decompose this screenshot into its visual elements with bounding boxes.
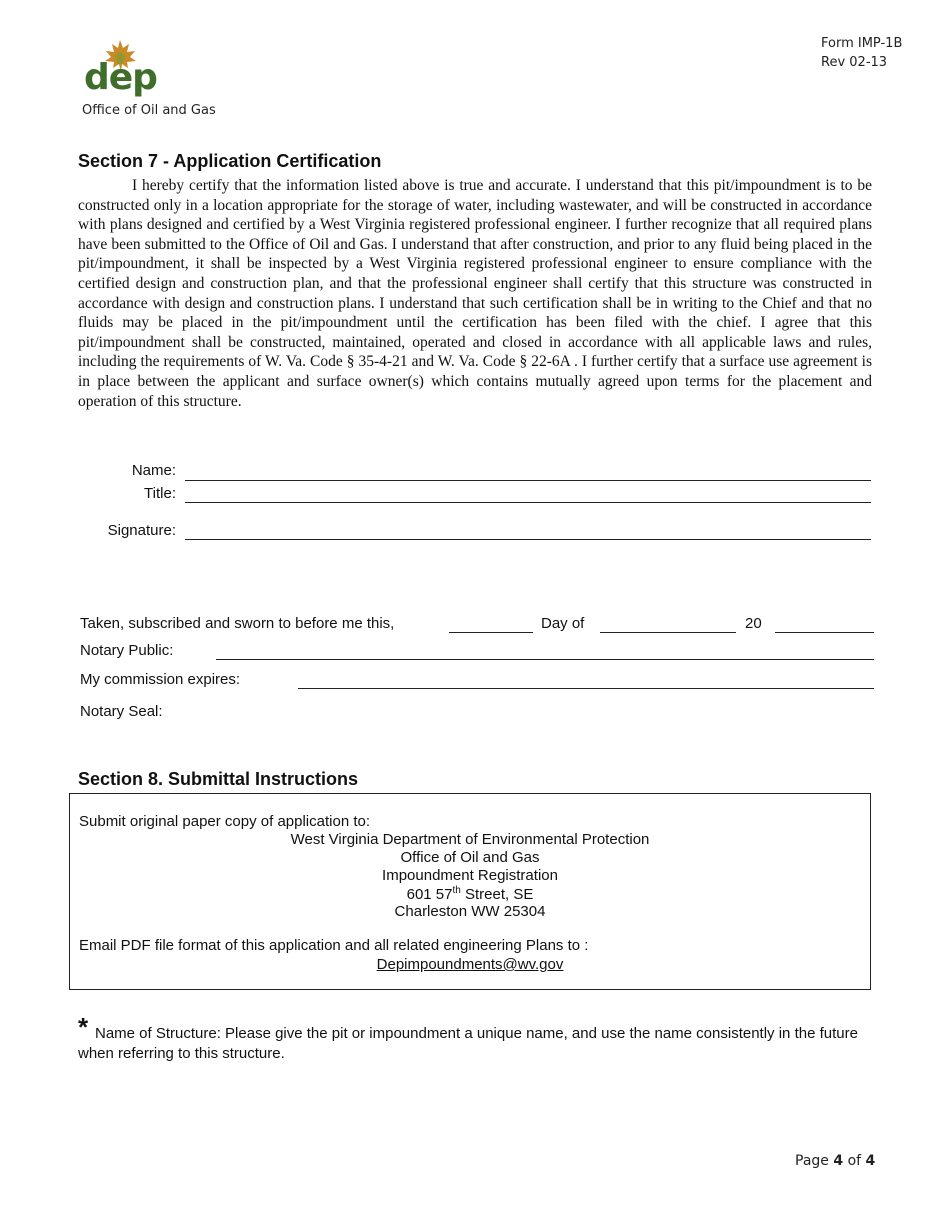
section-8-title: Section 8. Submittal Instructions (78, 769, 359, 789)
sworn-year-field[interactable] (775, 632, 874, 633)
form-id: Form IMP-1B (821, 36, 903, 51)
signature-label: Signature: (107, 522, 176, 539)
structure-name-note: Name of Structure: Please give the pit or impoundment a unique name, and use the name consistently in the future when referring to this structure. (78, 1025, 858, 1062)
sworn-label: Taken, subscribed and sworn to before me this, (80, 615, 395, 632)
form-identifier (821, 34, 902, 72)
asterisk-icon: * (78, 1012, 89, 1042)
name-field[interactable] (185, 480, 871, 481)
section-7-title: Section 7 - Application Certification (78, 151, 382, 171)
notary-seal-label: Notary Seal: (80, 703, 163, 720)
signature-field[interactable] (185, 539, 871, 540)
name-label: Name: (131, 462, 176, 479)
title-field[interactable] (185, 502, 871, 503)
dep-logo (84, 38, 160, 98)
city-line: Charleston WW 25304 (394, 903, 546, 920)
certification-paragraph: I hereby certify that the information listed above is true and accurate. I understand that this pit/impoundment is to be constructed only in a location appropriate for the storage of water, including wastewater, and will be constructed in accordance with plans designed and certified by a West Virginia registered professional engineer. I further recognize that all required plans have been submitted to the Office of Oil and Gas. I understand that after construction, and prior to any fluid being placed in the pit/impoundment, it shall be inspected by a West Virginia registered professional engineer to ensure compliance with the certified design and construction plan, and that the professional engineer shall certify that this structure was constructed in accordance with design and construction plans. I understand that such certification shall be in writing to the Chief and that no fluids may be placed in the pit/impoundment until the certification has been filed with the chief. I agree that this pit/impoundment shall be constructed, maintained, operated and closed in accordance with all applicable laws and rules, including the requirements of W. Va. Code § 35-4-21 and W. Va. Code § 22-6A . I further certify that a surface use agreement is in place between the applicant and surface owner(s) which contains mutually agreed upon terms for the placement and operation of this structure. (78, 177, 872, 410)
page-number: Page 4 of 4 (795, 1153, 876, 1169)
year-prefix-label: 20 (745, 615, 762, 632)
day-of-label: Day of (541, 615, 585, 632)
email-link[interactable]: Depimpoundments@wv.gov (376, 956, 564, 973)
notary-public-field[interactable] (216, 659, 874, 660)
address-line-3: Impoundment Registration (382, 867, 558, 884)
office-name: Office of Oil and Gas (82, 103, 216, 118)
submittal-box (69, 793, 871, 990)
logo-text: dep (84, 57, 157, 98)
form-revision: Rev 02-13 (821, 55, 888, 70)
street-address: 601 57th Street, SE (406, 885, 534, 903)
submit-intro: Submit original paper copy of application to: (79, 813, 371, 830)
commission-label: My commission expires: (80, 671, 241, 688)
email-row (70, 956, 870, 973)
address-line-1: West Virginia Department of Environmental Protection (290, 831, 650, 848)
sworn-day-field[interactable] (449, 632, 533, 633)
sworn-month-field[interactable] (600, 632, 736, 633)
notary-public-label: Notary Public: (80, 642, 174, 659)
email-intro: Email PDF file format of this application and all related engineering Plans to : (79, 937, 589, 954)
commission-expires-field[interactable] (298, 688, 874, 689)
title-label: Title: (144, 485, 176, 502)
address-line-2: Office of Oil and Gas (400, 849, 540, 866)
